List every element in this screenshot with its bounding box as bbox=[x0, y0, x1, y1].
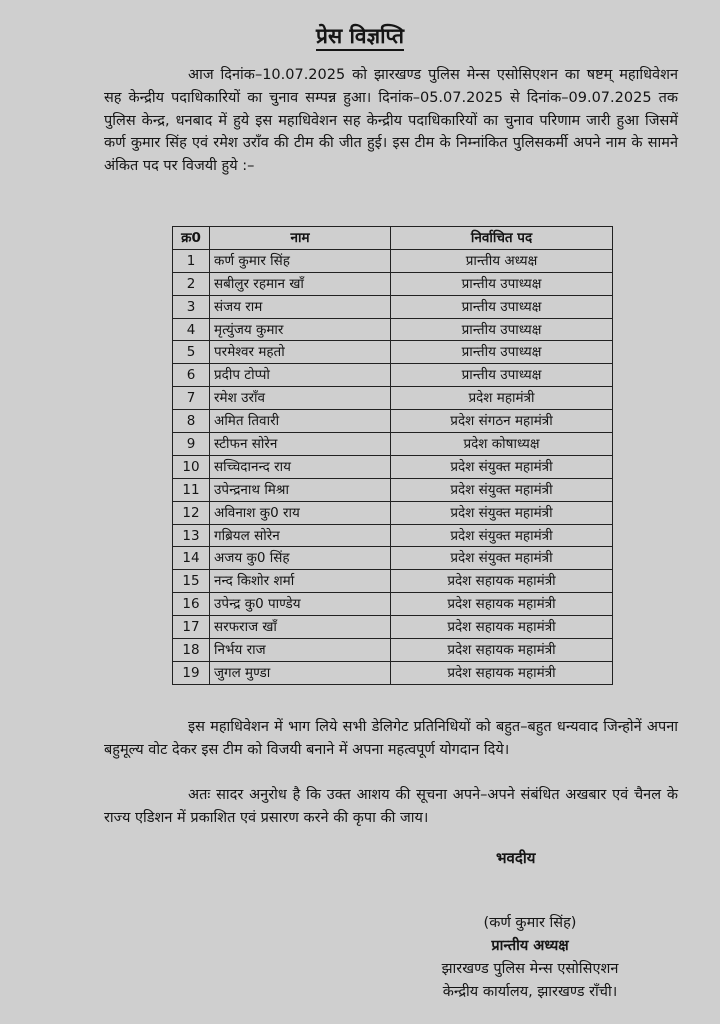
signatory-organization: झारखण्ड पुलिस मेन्स एसोसिएशन bbox=[441, 961, 619, 977]
elected-post-cell: प्रान्तीय उपाध्यक्ष bbox=[391, 341, 613, 364]
table-row bbox=[173, 661, 613, 684]
table-row bbox=[173, 478, 613, 501]
serial-number-cell: 11 bbox=[173, 478, 210, 501]
header-elected-post: निर्वाचित पद bbox=[391, 227, 613, 250]
table-row bbox=[173, 501, 613, 524]
table-row bbox=[173, 364, 613, 387]
signatory-name: (कर्ण कुमार सिंह) bbox=[483, 915, 577, 931]
elected-post-cell: प्रदेश संगठन महामंत्री bbox=[391, 410, 613, 433]
elected-post-cell: प्रदेश संयुक्त महामंत्री bbox=[391, 478, 613, 501]
signatory-office: केन्द्रीय कार्यालय, झारखण्ड राँची। bbox=[442, 984, 618, 1000]
elected-post-cell: प्रान्तीय अध्यक्ष bbox=[391, 249, 613, 272]
serial-number-cell: 14 bbox=[173, 547, 210, 570]
name-cell: सबीलुर रहमान खाँ bbox=[210, 272, 391, 295]
serial-number-cell: 2 bbox=[173, 272, 210, 295]
table-row bbox=[173, 570, 613, 593]
table-row bbox=[173, 295, 613, 318]
name-cell: संजय राम bbox=[210, 295, 391, 318]
elected-post-cell: प्रान्तीय उपाध्यक्ष bbox=[391, 272, 613, 295]
elected-post-cell: प्रदेश सहायक महामंत्री bbox=[391, 639, 613, 662]
elected-post-cell: प्रान्तीय उपाध्यक्ष bbox=[391, 295, 613, 318]
elected-post-cell: प्रदेश संयुक्त महामंत्री bbox=[391, 547, 613, 570]
elected-post-cell: प्रदेश सहायक महामंत्री bbox=[391, 570, 613, 593]
name-cell: उपेन्द्रनाथ मिश्रा bbox=[210, 478, 391, 501]
elected-post-cell: प्रदेश संयुक्त महामंत्री bbox=[391, 524, 613, 547]
serial-number-cell: 17 bbox=[173, 616, 210, 639]
elected-post-cell: प्रदेश सहायक महामंत्री bbox=[391, 593, 613, 616]
serial-number-cell: 10 bbox=[173, 455, 210, 478]
name-cell: अजय कु0 सिंह bbox=[210, 547, 391, 570]
table-row bbox=[173, 524, 613, 547]
name-cell: अमित तिवारी bbox=[210, 410, 391, 433]
table-row bbox=[173, 639, 613, 662]
serial-number-cell: 15 bbox=[173, 570, 210, 593]
table-row bbox=[173, 433, 613, 456]
table-row bbox=[173, 547, 613, 570]
signatory-designation: प्रान्तीय अध्यक्ष bbox=[491, 938, 569, 954]
serial-number-cell: 12 bbox=[173, 501, 210, 524]
table-body bbox=[173, 249, 613, 684]
election-results-table bbox=[172, 226, 613, 685]
serial-number-cell: 3 bbox=[173, 295, 210, 318]
elected-post-cell: प्रदेश सहायक महामंत्री bbox=[391, 661, 613, 684]
name-cell: उपेन्द्र कु0 पाण्डेय bbox=[210, 593, 391, 616]
name-cell: कर्ण कुमार सिंह bbox=[210, 249, 391, 272]
signature-block bbox=[380, 912, 680, 1004]
serial-number-cell: 13 bbox=[173, 524, 210, 547]
table-row bbox=[173, 341, 613, 364]
name-cell: प्रदीप टोप्पो bbox=[210, 364, 391, 387]
closing-salutation: भवदीय bbox=[496, 849, 536, 867]
name-cell: रमेश उराँव bbox=[210, 387, 391, 410]
table-row bbox=[173, 387, 613, 410]
serial-number-cell: 5 bbox=[173, 341, 210, 364]
serial-number-cell: 8 bbox=[173, 410, 210, 433]
serial-number-cell: 18 bbox=[173, 639, 210, 662]
elected-post-cell: प्रान्तीय उपाध्यक्ष bbox=[391, 364, 613, 387]
elected-post-cell: प्रदेश संयुक्त महामंत्री bbox=[391, 455, 613, 478]
intro-paragraph: आज दिनांक–10.07.2025 को झारखण्ड पुलिस मेन्स एसोसिएशन का षष्टम् महाधिवेशन सह केन्द्रीय पदाधिकारियों का चुनाव सम्पन्न हुआ। दिनांक–05.07.2025 से दिनांक–09.07.2025 तक पुलिस केन्द्र, धनबाद में हुये इस महाधिवेशन सह केन्द्रीय पदाधिकारियों का चुनाव परिणाम जारी हुआ जिसमें कर्ण कुमार सिंह एवं रमेश उराँव की टीम की जीत हुई। इस टीम के निम्नांकित पुलिसकर्मी अपने नाम के सामने अंकित पद पर विजयी हुये :– bbox=[104, 67, 678, 175]
serial-number-cell: 9 bbox=[173, 433, 210, 456]
table-row bbox=[173, 318, 613, 341]
table-row bbox=[173, 455, 613, 478]
serial-number-cell: 16 bbox=[173, 593, 210, 616]
name-cell: मृत्युंजय कुमार bbox=[210, 318, 391, 341]
table-header-row bbox=[173, 227, 613, 250]
serial-number-cell: 7 bbox=[173, 387, 210, 410]
table-row bbox=[173, 272, 613, 295]
elected-post-cell: प्रदेश संयुक्त महामंत्री bbox=[391, 501, 613, 524]
serial-number-cell: 4 bbox=[173, 318, 210, 341]
elected-post-cell: प्रान्तीय उपाध्यक्ष bbox=[391, 318, 613, 341]
serial-number-cell: 6 bbox=[173, 364, 210, 387]
elected-post-cell: प्रदेश सहायक महामंत्री bbox=[391, 616, 613, 639]
header-name: नाम bbox=[210, 227, 391, 250]
table-row bbox=[173, 249, 613, 272]
name-cell: सच्चिदानन्द राय bbox=[210, 455, 391, 478]
name-cell: जुगल मुण्डा bbox=[210, 661, 391, 684]
name-cell: सरफराज खाँ bbox=[210, 616, 391, 639]
table-row bbox=[173, 593, 613, 616]
serial-number-cell: 19 bbox=[173, 661, 210, 684]
elected-post-cell: प्रदेश कोषाध्यक्ष bbox=[391, 433, 613, 456]
document-title-text: प्रेस विज्ञप्ति bbox=[316, 24, 404, 51]
name-cell: नन्द किशोर शर्मा bbox=[210, 570, 391, 593]
table-row bbox=[173, 616, 613, 639]
request-paragraph: अतः सादर अनुरोध है कि उक्त आशय की सूचना अपने–अपने संबंधित अखबार एवं चैनल के राज्य एडिशन में प्रकाशित एवं प्रसारण करने की कृपा की जाय। bbox=[104, 787, 678, 826]
name-cell: गब्रियल सोरेन bbox=[210, 524, 391, 547]
name-cell: स्टीफन सोरेन bbox=[210, 433, 391, 456]
name-cell: अविनाश कु0 राय bbox=[210, 501, 391, 524]
name-cell: निर्भय राज bbox=[210, 639, 391, 662]
header-serial-number: क्र0 bbox=[173, 227, 210, 250]
thanks-paragraph: इस महाधिवेशन में भाग लिये सभी डेलिगेट प्रतिनिधियों को बहुत–बहुत धन्यवाद जिन्होनें अपना बहुमूल्य वोट देकर इस टीम को विजयी बनाने में अपना महत्वपूर्ण योगदान दिये। bbox=[104, 719, 678, 758]
serial-number-cell: 1 bbox=[173, 249, 210, 272]
document-title bbox=[0, 22, 720, 50]
table-row bbox=[173, 410, 613, 433]
elected-post-cell: प्रदेश महामंत्री bbox=[391, 387, 613, 410]
name-cell: परमेश्वर महतो bbox=[210, 341, 391, 364]
